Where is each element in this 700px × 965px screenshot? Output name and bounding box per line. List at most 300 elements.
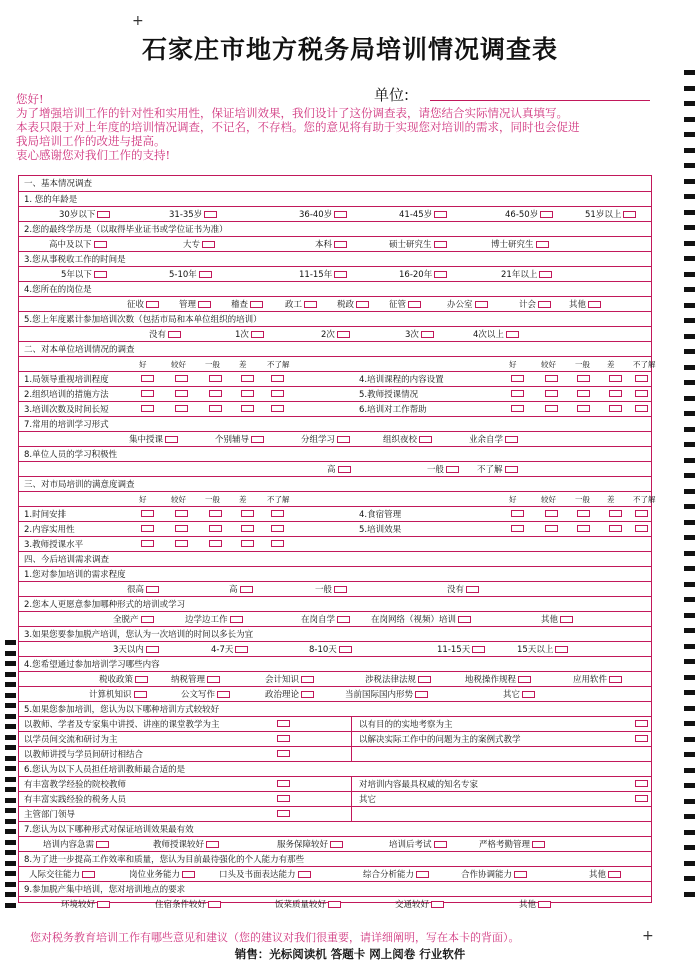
rating-checkbox[interactable] — [511, 405, 524, 412]
option-choice[interactable] — [427, 463, 459, 475]
checkbox[interactable] — [560, 616, 573, 623]
rating-checkbox[interactable] — [141, 540, 154, 547]
checkbox[interactable] — [434, 241, 447, 248]
option-choice[interactable] — [149, 328, 181, 340]
form-row — [19, 221, 651, 236]
rating-checkbox[interactable] — [635, 405, 648, 412]
rating-checkbox[interactable] — [271, 540, 284, 547]
timing-mark — [5, 756, 16, 761]
option-choice[interactable] — [345, 688, 428, 700]
timing-mark — [684, 721, 695, 726]
checkbox[interactable] — [240, 586, 253, 593]
option-label: 在岗网络（视频）培训 — [371, 615, 457, 625]
rating-checkbox[interactable] — [577, 375, 590, 382]
option-choice[interactable] — [185, 613, 243, 625]
rating-item-label: 1.局领导重视培训程度 — [24, 375, 109, 385]
timing-mark — [684, 845, 695, 850]
option-label: 分组学习 — [301, 435, 336, 445]
rating-checkbox[interactable] — [209, 375, 222, 382]
checkbox[interactable] — [522, 691, 535, 698]
timing-mark — [684, 737, 695, 742]
checkbox[interactable] — [505, 466, 518, 473]
rating-checkbox[interactable] — [209, 540, 222, 547]
rating-header: 差 — [607, 495, 615, 504]
option-choice[interactable] — [155, 898, 221, 910]
rating-checkbox[interactable] — [635, 720, 648, 727]
option-choice[interactable] — [211, 643, 248, 655]
rating-checkbox[interactable] — [635, 735, 648, 742]
rating-checkbox[interactable] — [241, 375, 254, 382]
rating-checkbox[interactable] — [635, 510, 648, 517]
option-choice[interactable] — [371, 613, 471, 625]
rating-checkbox[interactable] — [635, 525, 648, 532]
option-choice[interactable] — [61, 898, 110, 910]
timing-mark — [5, 672, 16, 677]
option-label: 人际交往能力 — [29, 870, 81, 880]
option-choice[interactable] — [337, 298, 369, 310]
option-label: 计算机知识 — [89, 690, 132, 700]
option-choice[interactable] — [49, 238, 107, 250]
option-choice[interactable] — [461, 868, 527, 880]
checkbox[interactable] — [518, 676, 531, 683]
checkbox[interactable] — [555, 646, 568, 653]
option-choice[interactable] — [43, 838, 109, 850]
option-choice[interactable] — [465, 673, 531, 685]
timing-mark — [5, 640, 16, 645]
option-choice[interactable] — [127, 298, 159, 310]
rating-checkbox[interactable] — [141, 375, 154, 382]
form-row — [19, 296, 651, 311]
checkbox[interactable] — [514, 871, 527, 878]
rating-checkbox[interactable] — [545, 525, 558, 532]
form-row — [19, 701, 651, 716]
option-choice[interactable] — [215, 433, 264, 445]
question-label: 1. 您的年龄是 — [24, 195, 78, 205]
rating-checkbox[interactable] — [511, 525, 524, 532]
option-choice[interactable] — [153, 838, 219, 850]
timing-mark — [5, 745, 16, 750]
rating-checkbox[interactable] — [635, 390, 648, 397]
rating-checkbox[interactable] — [175, 510, 188, 517]
rating-checkbox[interactable] — [635, 795, 648, 802]
checkbox[interactable] — [334, 586, 347, 593]
option-label: 政工 — [285, 300, 303, 310]
rating-checkbox[interactable] — [609, 390, 622, 397]
option-choice[interactable] — [235, 328, 264, 340]
option-choice[interactable] — [395, 898, 444, 910]
option-choice[interactable] — [219, 868, 311, 880]
option-choice[interactable] — [129, 433, 178, 445]
checkbox[interactable] — [475, 301, 488, 308]
option-choice[interactable] — [541, 613, 573, 625]
checkbox[interactable] — [431, 901, 444, 908]
timing-mark — [684, 706, 695, 711]
checkbox[interactable] — [146, 646, 159, 653]
rating-checkbox[interactable] — [241, 510, 254, 517]
rating-checkbox[interactable] — [175, 375, 188, 382]
checkbox[interactable] — [334, 241, 347, 248]
timing-mark — [5, 850, 16, 855]
checkbox[interactable] — [356, 301, 369, 308]
checkbox[interactable] — [434, 841, 447, 848]
option-choice[interactable] — [265, 673, 314, 685]
option-choice[interactable] — [129, 868, 195, 880]
rating-checkbox[interactable] — [141, 525, 154, 532]
checkbox[interactable] — [540, 211, 553, 218]
rating-checkbox[interactable] — [577, 405, 590, 412]
rating-checkbox[interactable] — [241, 390, 254, 397]
rating-checkbox[interactable] — [545, 375, 558, 382]
rating-checkbox[interactable] — [277, 720, 290, 727]
rating-checkbox[interactable] — [609, 405, 622, 412]
checkbox[interactable] — [536, 241, 549, 248]
timing-mark — [684, 535, 695, 540]
rating-checkbox[interactable] — [241, 525, 254, 532]
option-label: 没有 — [149, 330, 167, 340]
question-label: 3.您从事税收工作的时间是 — [24, 255, 126, 265]
timing-mark — [684, 334, 695, 339]
checkbox[interactable] — [94, 271, 107, 278]
checkbox[interactable] — [458, 616, 471, 623]
checkbox[interactable] — [623, 211, 636, 218]
option-choice[interactable] — [447, 583, 479, 595]
rating-checkbox[interactable] — [577, 525, 590, 532]
timing-mark — [684, 504, 695, 509]
option-label: 31-35岁 — [169, 210, 203, 220]
rating-checkbox[interactable] — [271, 405, 284, 412]
option-label: 以解决实际工作中的问题为主的案例式教学 — [359, 735, 521, 745]
checkbox[interactable] — [165, 436, 178, 443]
option-choice[interactable] — [327, 463, 351, 475]
option-choice[interactable] — [469, 433, 518, 445]
option-choice[interactable] — [389, 838, 447, 850]
option-choice[interactable] — [113, 613, 154, 625]
option-label: 一般 — [315, 585, 333, 595]
option-choice[interactable] — [519, 898, 551, 910]
option-choice[interactable] — [301, 433, 350, 445]
rating-checkbox[interactable] — [577, 390, 590, 397]
checkbox[interactable] — [304, 301, 317, 308]
timing-mark — [684, 830, 695, 835]
option-choice[interactable] — [383, 433, 432, 445]
checkbox[interactable] — [337, 436, 350, 443]
checkbox[interactable] — [217, 691, 230, 698]
rating-checkbox[interactable] — [175, 405, 188, 412]
option-choice[interactable] — [299, 268, 347, 280]
option-choice[interactable] — [61, 268, 107, 280]
checkbox[interactable] — [135, 676, 148, 683]
rating-checkbox[interactable] — [209, 405, 222, 412]
option-choice[interactable] — [491, 238, 549, 250]
rating-checkbox[interactable] — [609, 375, 622, 382]
checkbox[interactable] — [94, 241, 107, 248]
checkbox[interactable] — [466, 586, 479, 593]
checkbox[interactable] — [419, 436, 432, 443]
rating-checkbox[interactable] — [175, 390, 188, 397]
option-choice[interactable] — [389, 298, 421, 310]
checkbox[interactable] — [230, 616, 243, 623]
checkbox[interactable] — [334, 271, 347, 278]
rating-checkbox[interactable] — [141, 510, 154, 517]
rating-checkbox[interactable] — [545, 510, 558, 517]
checkbox[interactable] — [339, 646, 352, 653]
option-choice[interactable] — [517, 643, 568, 655]
option-choice[interactable] — [183, 238, 215, 250]
column-divider — [351, 777, 352, 791]
rating-checkbox[interactable] — [511, 510, 524, 517]
timing-mark — [684, 551, 695, 556]
section-title: 一、基本情况调查 — [24, 179, 93, 189]
checkbox[interactable] — [134, 691, 147, 698]
checkbox[interactable] — [337, 331, 350, 338]
rating-checkbox[interactable] — [271, 510, 284, 517]
option-choice[interactable] — [363, 868, 429, 880]
option-label: 有丰富教学经验的院校教师 — [24, 780, 127, 790]
checkbox[interactable] — [446, 466, 459, 473]
checkbox[interactable] — [207, 676, 220, 683]
option-choice[interactable] — [89, 688, 147, 700]
rating-checkbox[interactable] — [209, 525, 222, 532]
option-choice[interactable] — [501, 268, 552, 280]
option-label: 很高 — [127, 585, 145, 595]
rating-checkbox[interactable] — [609, 525, 622, 532]
rating-checkbox[interactable] — [175, 540, 188, 547]
option-choice[interactable] — [59, 208, 110, 220]
checkbox[interactable] — [96, 841, 109, 848]
rating-header: 较好 — [541, 360, 556, 369]
timing-mark — [5, 882, 16, 887]
checkbox[interactable] — [206, 841, 219, 848]
checkbox[interactable] — [301, 691, 314, 698]
option-label: 岗位业务能力 — [129, 870, 181, 880]
rating-checkbox[interactable] — [209, 510, 222, 517]
checkbox[interactable] — [337, 616, 350, 623]
timing-mark — [684, 566, 695, 571]
checkbox[interactable] — [328, 901, 341, 908]
option-label: 住宿条件较好 — [155, 900, 207, 910]
option-choice[interactable] — [309, 643, 352, 655]
checkbox[interactable] — [608, 871, 621, 878]
option-label: 博士研究生 — [491, 240, 534, 250]
option-choice[interactable] — [315, 583, 347, 595]
option-choice[interactable] — [479, 838, 545, 850]
checkbox[interactable] — [168, 331, 181, 338]
checkbox[interactable] — [334, 211, 347, 218]
checkbox[interactable] — [416, 871, 429, 878]
timing-mark — [684, 179, 695, 184]
option-choice[interactable] — [169, 268, 212, 280]
option-choice[interactable] — [399, 268, 447, 280]
option-choice[interactable] — [477, 463, 518, 475]
checkbox[interactable] — [208, 901, 221, 908]
rating-checkbox[interactable] — [277, 735, 290, 742]
rating-checkbox[interactable] — [277, 810, 290, 817]
checkbox[interactable] — [146, 301, 159, 308]
checkbox[interactable] — [250, 301, 263, 308]
checkbox[interactable] — [421, 331, 434, 338]
option-choice[interactable] — [399, 208, 447, 220]
checkbox[interactable] — [301, 676, 314, 683]
option-choice[interactable] — [275, 898, 341, 910]
checkbox[interactable] — [538, 901, 551, 908]
option-label: 5年以下 — [61, 270, 92, 280]
option-choice[interactable] — [277, 838, 343, 850]
registration-mark: + — [132, 13, 144, 29]
checkbox[interactable] — [97, 211, 110, 218]
checkbox[interactable] — [408, 301, 421, 308]
option-choice[interactable] — [437, 643, 485, 655]
option-choice[interactable] — [389, 238, 447, 250]
option-label: 征收 — [127, 300, 145, 310]
option-choice[interactable] — [321, 328, 350, 340]
rating-checkbox[interactable] — [241, 405, 254, 412]
option-choice[interactable] — [171, 673, 220, 685]
option-choice[interactable] — [299, 208, 347, 220]
checkbox[interactable] — [97, 901, 110, 908]
option-choice[interactable] — [589, 868, 621, 880]
option-choice[interactable] — [229, 583, 253, 595]
option-choice[interactable] — [519, 298, 551, 310]
checkbox[interactable] — [198, 301, 211, 308]
checkbox[interactable] — [415, 691, 428, 698]
checkbox[interactable] — [251, 331, 264, 338]
option-choice[interactable] — [301, 613, 350, 625]
option-choice[interactable] — [265, 688, 314, 700]
rating-checkbox[interactable] — [271, 375, 284, 382]
checkbox[interactable] — [472, 646, 485, 653]
option-label: 口头及书面表达能力 — [219, 870, 296, 880]
rating-checkbox[interactable] — [209, 390, 222, 397]
option-choice[interactable] — [231, 298, 263, 310]
form-row — [19, 191, 651, 206]
form-row — [19, 611, 651, 626]
checkbox[interactable] — [330, 841, 343, 848]
option-choice[interactable] — [569, 298, 601, 310]
option-choice[interactable] — [447, 298, 488, 310]
form-row — [19, 476, 651, 491]
checkbox[interactable] — [298, 871, 311, 878]
checkbox[interactable] — [199, 271, 212, 278]
rating-checkbox[interactable] — [277, 795, 290, 802]
timing-mark — [5, 903, 16, 908]
option-choice[interactable] — [505, 208, 553, 220]
rating-checkbox[interactable] — [241, 540, 254, 547]
option-choice[interactable] — [473, 328, 519, 340]
rating-checkbox[interactable] — [277, 780, 290, 787]
option-choice[interactable] — [99, 673, 148, 685]
timing-mark — [684, 768, 695, 773]
timing-mark — [5, 651, 16, 656]
rating-item-label: 5.培训效果 — [359, 525, 402, 535]
option-choice[interactable] — [285, 298, 317, 310]
option-choice[interactable] — [365, 673, 431, 685]
rating-checkbox[interactable] — [511, 375, 524, 382]
checkbox[interactable] — [609, 676, 622, 683]
option-label: 3天以内 — [113, 645, 144, 655]
checkbox[interactable] — [141, 616, 154, 623]
option-label: 管理 — [179, 300, 197, 310]
checkbox[interactable] — [434, 211, 447, 218]
option-label: 纳税管理 — [171, 675, 206, 685]
checkbox[interactable] — [505, 436, 518, 443]
option-label: 涉税法律法规 — [365, 675, 417, 685]
checkbox[interactable] — [251, 436, 264, 443]
timing-mark — [5, 798, 16, 803]
option-label: 环境较好 — [61, 900, 96, 910]
option-label: 8-10天 — [309, 645, 337, 655]
option-label: 计会 — [519, 300, 537, 310]
form-row — [19, 236, 651, 251]
checkbox[interactable] — [146, 586, 159, 593]
rating-checkbox[interactable] — [635, 375, 648, 382]
rating-checkbox[interactable] — [609, 510, 622, 517]
checkbox[interactable] — [539, 271, 552, 278]
rating-checkbox[interactable] — [141, 390, 154, 397]
option-choice[interactable] — [179, 298, 211, 310]
option-choice[interactable] — [405, 328, 434, 340]
option-choice[interactable] — [127, 583, 159, 595]
checkbox[interactable] — [182, 871, 195, 878]
checkbox[interactable] — [202, 241, 215, 248]
checkbox[interactable] — [418, 676, 431, 683]
rating-checkbox[interactable] — [175, 525, 188, 532]
option-choice[interactable] — [503, 688, 535, 700]
rating-checkbox[interactable] — [577, 510, 590, 517]
rating-checkbox[interactable] — [545, 405, 558, 412]
option-choice[interactable] — [573, 673, 622, 685]
option-label: 合作协调能力 — [461, 870, 513, 880]
option-choice[interactable] — [113, 643, 159, 655]
timing-mark — [684, 489, 695, 494]
form-row — [19, 506, 651, 521]
form-row — [19, 521, 651, 536]
timing-mark — [684, 473, 695, 478]
rating-checkbox[interactable] — [511, 390, 524, 397]
checkbox[interactable] — [506, 331, 519, 338]
checkbox[interactable] — [588, 301, 601, 308]
option-label: 30岁以下 — [59, 210, 96, 220]
rating-item-label: 1.时间安排 — [24, 510, 67, 520]
rating-header: 较好 — [171, 495, 186, 504]
rating-checkbox[interactable] — [545, 390, 558, 397]
option-choice[interactable] — [29, 868, 95, 880]
option-choice[interactable] — [169, 208, 217, 220]
checkbox[interactable] — [204, 211, 217, 218]
checkbox[interactable] — [532, 841, 545, 848]
rating-checkbox[interactable] — [141, 405, 154, 412]
form-row — [19, 566, 651, 581]
rating-checkbox[interactable] — [635, 780, 648, 787]
option-choice[interactable] — [315, 238, 347, 250]
timing-mark — [684, 117, 695, 122]
checkbox[interactable] — [538, 301, 551, 308]
timing-mark — [684, 613, 695, 618]
option-label: 高中及以下 — [49, 240, 92, 250]
option-choice[interactable] — [585, 208, 636, 220]
rating-checkbox[interactable] — [271, 525, 284, 532]
option-choice[interactable] — [181, 688, 230, 700]
checkbox[interactable] — [434, 271, 447, 278]
option-label: 16-20年 — [399, 270, 433, 280]
rating-checkbox[interactable] — [277, 750, 290, 757]
option-label: 税收政策 — [99, 675, 134, 685]
checkbox[interactable] — [82, 871, 95, 878]
checkbox[interactable] — [235, 646, 248, 653]
form-row — [19, 341, 651, 356]
checkbox[interactable] — [338, 466, 351, 473]
question-label: 3.如果您要参加脱产培训，您认为一次培训的时间以多长为宜 — [24, 630, 254, 640]
rating-checkbox[interactable] — [271, 390, 284, 397]
